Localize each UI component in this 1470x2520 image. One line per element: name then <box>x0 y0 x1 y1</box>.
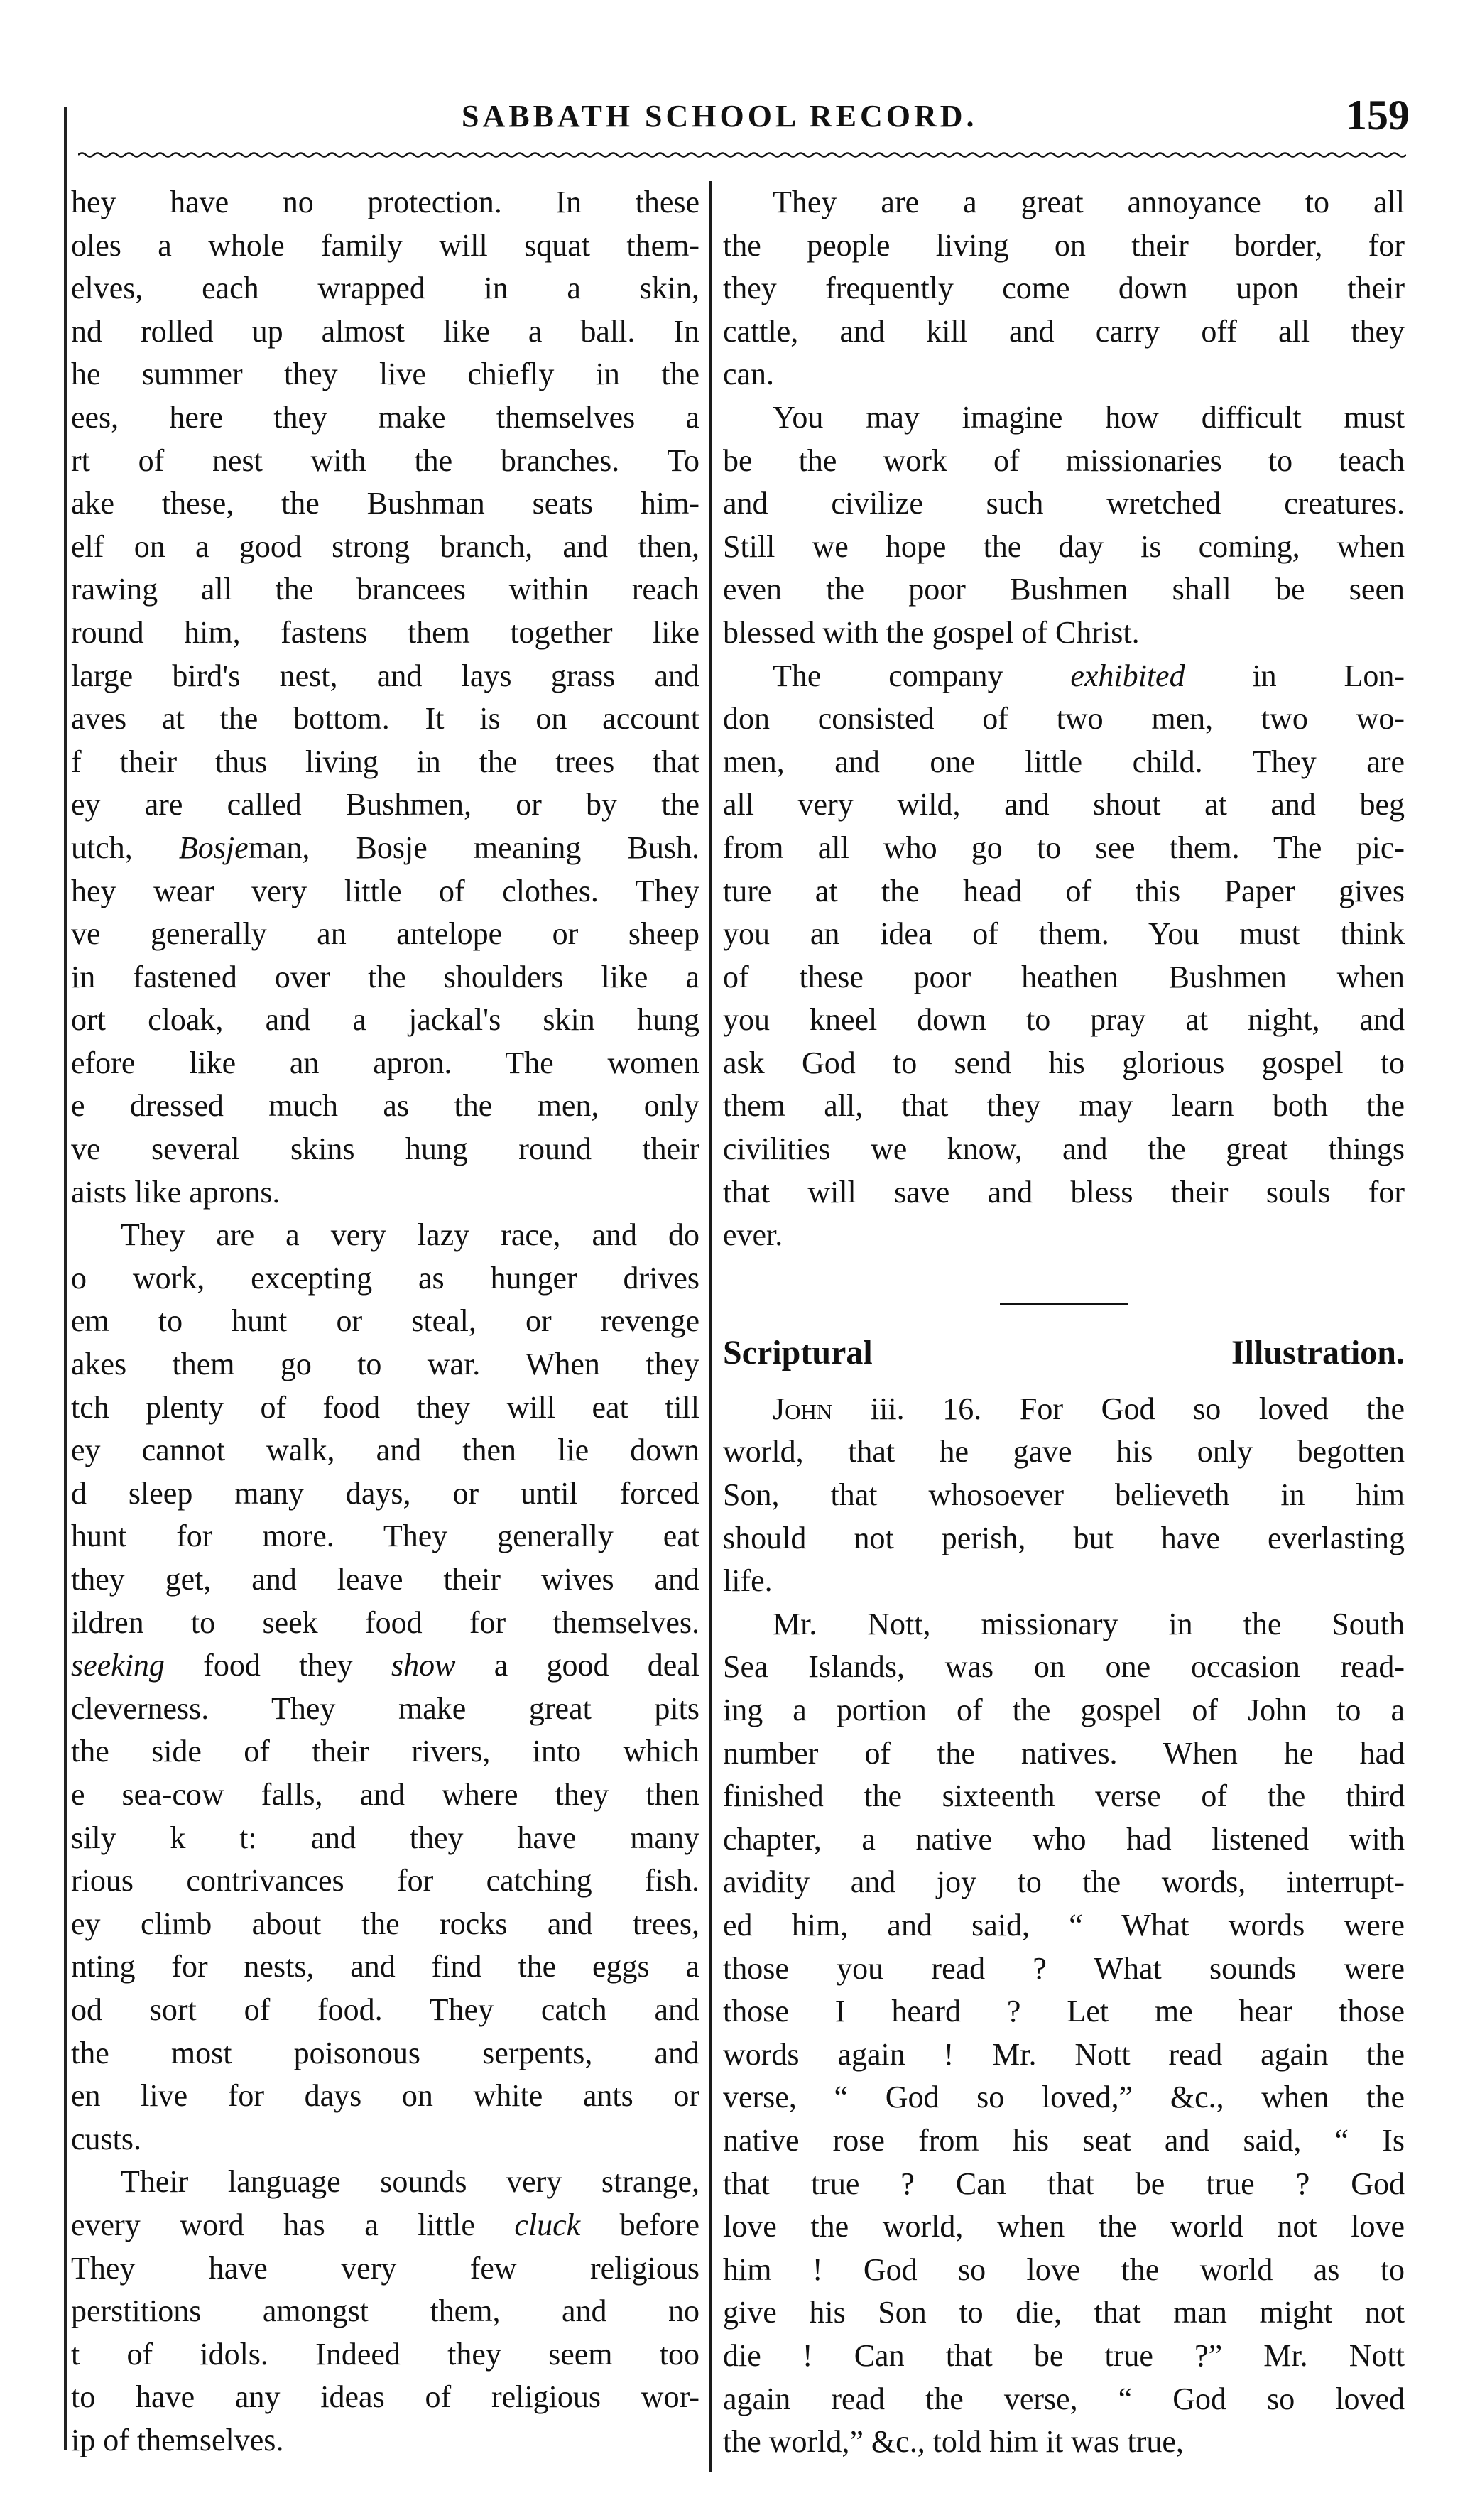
text-line: d sleep many days, or until forced <box>71 1475 699 1511</box>
text-line: can. <box>723 357 775 392</box>
text-line: o work, excepting as hunger drives <box>71 1260 699 1296</box>
text-line: finished the sixteenth verse of the third <box>723 1778 1405 1814</box>
right-paragraph-5 <box>723 1603 1405 2464</box>
text-line: blessed with the gospel of Christ. <box>723 614 1140 650</box>
italic-word: Bosje <box>178 830 249 865</box>
text-line: don consisted of two men, two wo- <box>723 701 1405 737</box>
text-line: f their thus living in the trees that <box>71 744 699 779</box>
text-line: utch, Bosjeman, Bosje meaning Bush. <box>71 830 699 865</box>
text-line: number of the natives. When he had <box>723 1735 1405 1771</box>
running-head <box>78 91 1413 148</box>
text-line: ve generally an antelope or sheep <box>71 916 699 952</box>
text-line: he summer they live chiefly in the <box>71 357 699 392</box>
text-line: of these poor heathen Bushmen when <box>723 959 1405 994</box>
text-line: they frequently come down upon their <box>723 271 1405 306</box>
text-line: round him, fastens them together like <box>71 614 699 650</box>
text-line: give his Son to die, that man might not <box>723 2295 1405 2330</box>
text-line: that will save and bless their souls for <box>723 1174 1405 1210</box>
right-paragraph-3 <box>723 655 1405 1257</box>
text-line: they get, and leave their wives and <box>71 1562 699 1597</box>
text-line: and civilize such wretched creatures. <box>723 486 1405 521</box>
scripture-reference: John <box>773 1391 833 1426</box>
text-line: love the world, when the world not love <box>723 2209 1405 2244</box>
text-line: aists like aprons. <box>71 1174 281 1210</box>
text-line: en live for days on white ants or <box>71 2078 699 2114</box>
text-line: The company exhibited in Lon- <box>773 658 1405 693</box>
text-line: ing a portion of the gospel of John to a <box>723 1693 1405 1727</box>
left-column <box>71 181 699 2489</box>
text-line: custs. <box>71 2121 141 2156</box>
italic-word: exhibited <box>1070 658 1185 693</box>
text-line: They are a very lazy race, and do <box>121 1217 699 1253</box>
text-line: be the work of missionaries to teach <box>723 442 1405 478</box>
text-line: perstitions amongst them, and no <box>71 2293 699 2329</box>
text-line: You may imagine how difficult must <box>773 399 1405 435</box>
text-line: ey are called Bushmen, or by the <box>71 787 699 822</box>
text-line: e dressed much as the men, only <box>71 1088 699 1124</box>
text-line: ildren to seek food for themselves. <box>71 1604 699 1640</box>
text-line: him ! God so love the world as to <box>723 2252 1405 2287</box>
text-line: you an idea of them. You must think <box>723 916 1405 952</box>
text-line: hey wear very little of clothes. They <box>71 873 699 908</box>
text-line: ort cloak, and a jackal's skin hung <box>71 1002 699 1038</box>
page-number: 159 <box>1346 92 1410 139</box>
text-line: Their language sounds very strange, <box>121 2164 699 2200</box>
right-paragraph-2 <box>723 396 1405 655</box>
text-line: cattle, and kill and carry off all they <box>723 313 1405 349</box>
text-line: those you read ? What sounds were <box>723 1950 1405 1986</box>
text-line: t of idols. Indeed they seem too <box>71 2336 699 2372</box>
text-line: ask God to send his glorious gospel to <box>723 1045 1405 1080</box>
text-line: words again ! Mr. Nott read again the <box>723 2036 1405 2072</box>
text-line: ake these, the Bushman seats him- <box>71 486 699 521</box>
running-title: SABBATH SCHOOL RECORD. <box>462 99 978 134</box>
text-line: ve several skins hung round their <box>71 1131 699 1167</box>
left-paragraph-2 <box>71 1214 699 2161</box>
text-line: Still we hope the day is coming, when <box>723 528 1405 564</box>
text-line: the most poisonous serpents, and <box>71 2035 699 2070</box>
text-line: John iii. 16. For God so loved the <box>773 1391 1405 1426</box>
left-paragraph-1 <box>71 181 699 1214</box>
text-line: efore like an apron. The women <box>71 1045 699 1080</box>
text-line: They are a great annoyance to all <box>773 185 1405 219</box>
text-line: ip of themselves. <box>71 2422 284 2457</box>
text-line: ey climb about the rocks and trees, <box>71 1906 699 1941</box>
text-line: ture at the head of this Paper gives <box>723 873 1405 908</box>
text-line: avidity and joy to the words, interrupt- <box>723 1864 1405 1900</box>
text-line: ees, here they make themselves a <box>71 399 699 435</box>
text-line: the people living on their border, for <box>723 227 1405 263</box>
text-line: in fastened over the shoulders like a <box>71 959 699 994</box>
text-line: to have any ideas of religious wor- <box>71 2379 699 2415</box>
text-line: akes them go to war. When they <box>71 1347 699 1382</box>
right-paragraph-4 <box>723 1388 1405 1603</box>
text-line: ever. <box>723 1217 783 1253</box>
text-line: Sea Islands, was on one occasion read- <box>723 1649 1405 1685</box>
text-line: men, and one little child. They are <box>723 744 1405 779</box>
text-line: nting for nests, and find the eggs a <box>71 1949 699 1984</box>
section-divider-rule <box>1000 1303 1128 1305</box>
left-paragraph-3 <box>71 2161 699 2462</box>
text-line: world, that he gave his only begotten <box>723 1434 1405 1470</box>
text-line: rt of nest with the branches. To <box>71 442 699 478</box>
text-line: em to hunt or steal, or revenge <box>71 1303 699 1339</box>
text-line: Son, that whosoever believeth in him <box>723 1477 1405 1513</box>
text-line: native rose from his seat and said, “ Is <box>723 2122 1405 2158</box>
text-line: seeking food they show a good deal <box>71 1648 699 1683</box>
text-line: e sea-cow falls, and where they then <box>71 1776 699 1812</box>
text-line: elves, each wrapped in a skin, <box>71 271 699 306</box>
wavy-rule-ornament <box>78 146 1406 164</box>
text-line: od sort of food. They catch and <box>71 1992 699 2027</box>
text-line: rawing all the brancees within reach <box>71 572 699 607</box>
text-line: should not perish, but have everlasting <box>723 1520 1405 1555</box>
text-line: the world,” &c., told him it was true, <box>723 2424 1184 2460</box>
text-line: those I heard ? Let me hear those <box>723 1994 1405 2029</box>
section-title: Scriptural Illustration. <box>723 1333 1405 1372</box>
italic-word: seeking <box>71 1648 165 1683</box>
text-line: civilities we know, and the great things <box>723 1131 1405 1167</box>
text-line: that true ? Can that be true ? God <box>723 2166 1405 2201</box>
text-line: Mr. Nott, missionary in the South <box>773 1606 1405 1641</box>
left-margin-rule <box>62 107 68 2450</box>
text-line: hey have no protection. In these <box>71 185 699 219</box>
text-line: oles a whole family will squat them- <box>71 227 699 263</box>
right-paragraph-1 <box>723 181 1405 396</box>
italic-word: show <box>391 1648 456 1683</box>
right-column <box>723 181 1405 2489</box>
text-line: you kneel down to pray at night, and <box>723 1002 1405 1038</box>
text-line: rious contrivances for catching fish. <box>71 1863 699 1899</box>
text-line: chapter, a native who had listened with <box>723 1821 1405 1857</box>
text-line: every word has a little cluck before <box>71 2207 699 2242</box>
column-divider <box>709 181 712 2472</box>
text-line: all very wild, and shout at and beg <box>723 787 1405 822</box>
text-line: elf on a good strong branch, and then, <box>71 528 699 564</box>
text-line: from all who go to see them. The pic- <box>723 830 1405 865</box>
text-line: verse, “ God so loved,” &c., when the <box>723 2080 1405 2115</box>
text-line: hunt for more. They generally eat <box>71 1519 699 1554</box>
text-line: life. <box>723 1563 773 1599</box>
text-line: tch plenty of food they will eat till <box>71 1389 699 1425</box>
text-line: ed him, and said, “ What words were <box>723 1907 1405 1943</box>
text-line: them all, that they may learn both the <box>723 1088 1405 1124</box>
text-line: the side of their rivers, into which <box>71 1734 699 1769</box>
italic-word: cluck <box>514 2207 581 2242</box>
text-line: sily k t: and they have many <box>71 1820 699 1855</box>
text-line: cleverness. They make great pits <box>71 1690 699 1726</box>
text-line: ey cannot walk, and then lie down <box>71 1433 699 1468</box>
text-line: die ! Can that be true ?” Mr. Nott <box>723 2337 1405 2373</box>
text-line: large bird's nest, and lays grass and <box>71 658 699 693</box>
text-line: nd rolled up almost like a ball. In <box>71 313 699 349</box>
text-line: aves at the bottom. It is on account <box>71 701 699 737</box>
text-line: again read the verse, “ God so loved <box>723 2381 1405 2416</box>
text-line: even the poor Bushmen shall be seen <box>723 572 1405 607</box>
text-line: They have very few religious <box>71 2250 699 2286</box>
